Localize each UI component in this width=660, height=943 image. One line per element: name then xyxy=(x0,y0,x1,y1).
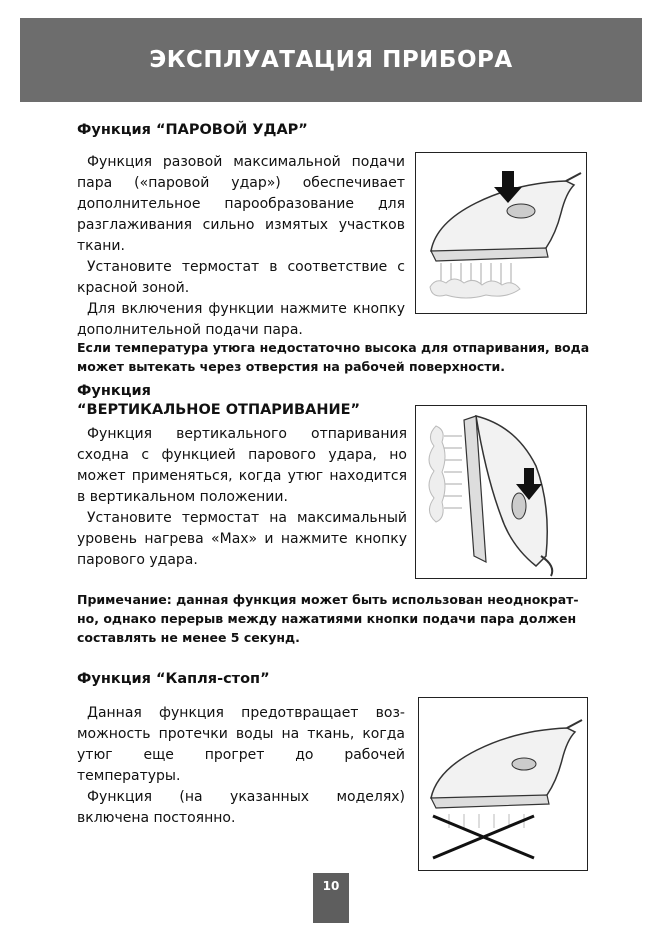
section-steam-burst-text xyxy=(77,152,405,341)
section-vertical-steam-title-line1: Функция xyxy=(77,383,151,399)
paragraph: Установите термостат в соответствие с красной зоной. xyxy=(77,259,405,296)
section-vertical-steam-note: Примечание: данная функция может быть использован неоднократ-но, однако перерыв между нажатиями кнопки подачи пара должен составлять не менее 5 секунд. xyxy=(77,592,579,645)
paragraph: Для включения функции нажмите кнопку дополнительной подачи пара. xyxy=(77,301,405,338)
vertical-steam-illustration xyxy=(415,405,587,579)
paragraph: Функция (на указанных моделях) включена постоянно. xyxy=(77,789,405,826)
section-anti-drip-title: Функция “Капля-стоп” xyxy=(77,671,270,687)
steam-burst-illustration xyxy=(415,152,587,314)
paragraph: Функция разовой максимальной подачи пара («паровой удар») обеспечивает дополнительное парообразование для разглаживания сильно измятых участков ткани. xyxy=(77,154,405,254)
page-number: 10 xyxy=(313,873,349,923)
section-vertical-steam-title-line2: “ВЕРТИКАЛЬНОЕ ОТПАРИВАНИЕ” xyxy=(77,402,361,418)
paragraph: Данная функция предотвращает воз-можность протечки воды на ткань, когда утюг еще прогрет до рабочей температуры. xyxy=(77,705,405,784)
paragraph: Установите термостат на максимальный уровень нагрева «Max» и нажмите кнопку парового удара. xyxy=(77,510,407,568)
page-title: ЭКСПЛУАТАЦИЯ ПРИБОРА xyxy=(149,47,513,73)
page-header xyxy=(20,18,642,102)
section-vertical-steam-text xyxy=(77,424,407,571)
paragraph: Функция вертикального отпаривания сходна с функцией парового удара, но может применяться, когда утюг находится в вертикальном положении. xyxy=(77,426,407,505)
section-steam-burst-note: Если температура утюга недостаточно высока для отпаривания, вода может вытекать через отверстия на рабочей поверхности. xyxy=(77,340,590,374)
section-steam-burst-title: Функция “ПАРОВОЙ УДАР” xyxy=(77,122,308,138)
section-anti-drip-text xyxy=(77,703,405,829)
anti-drip-illustration xyxy=(418,697,588,871)
